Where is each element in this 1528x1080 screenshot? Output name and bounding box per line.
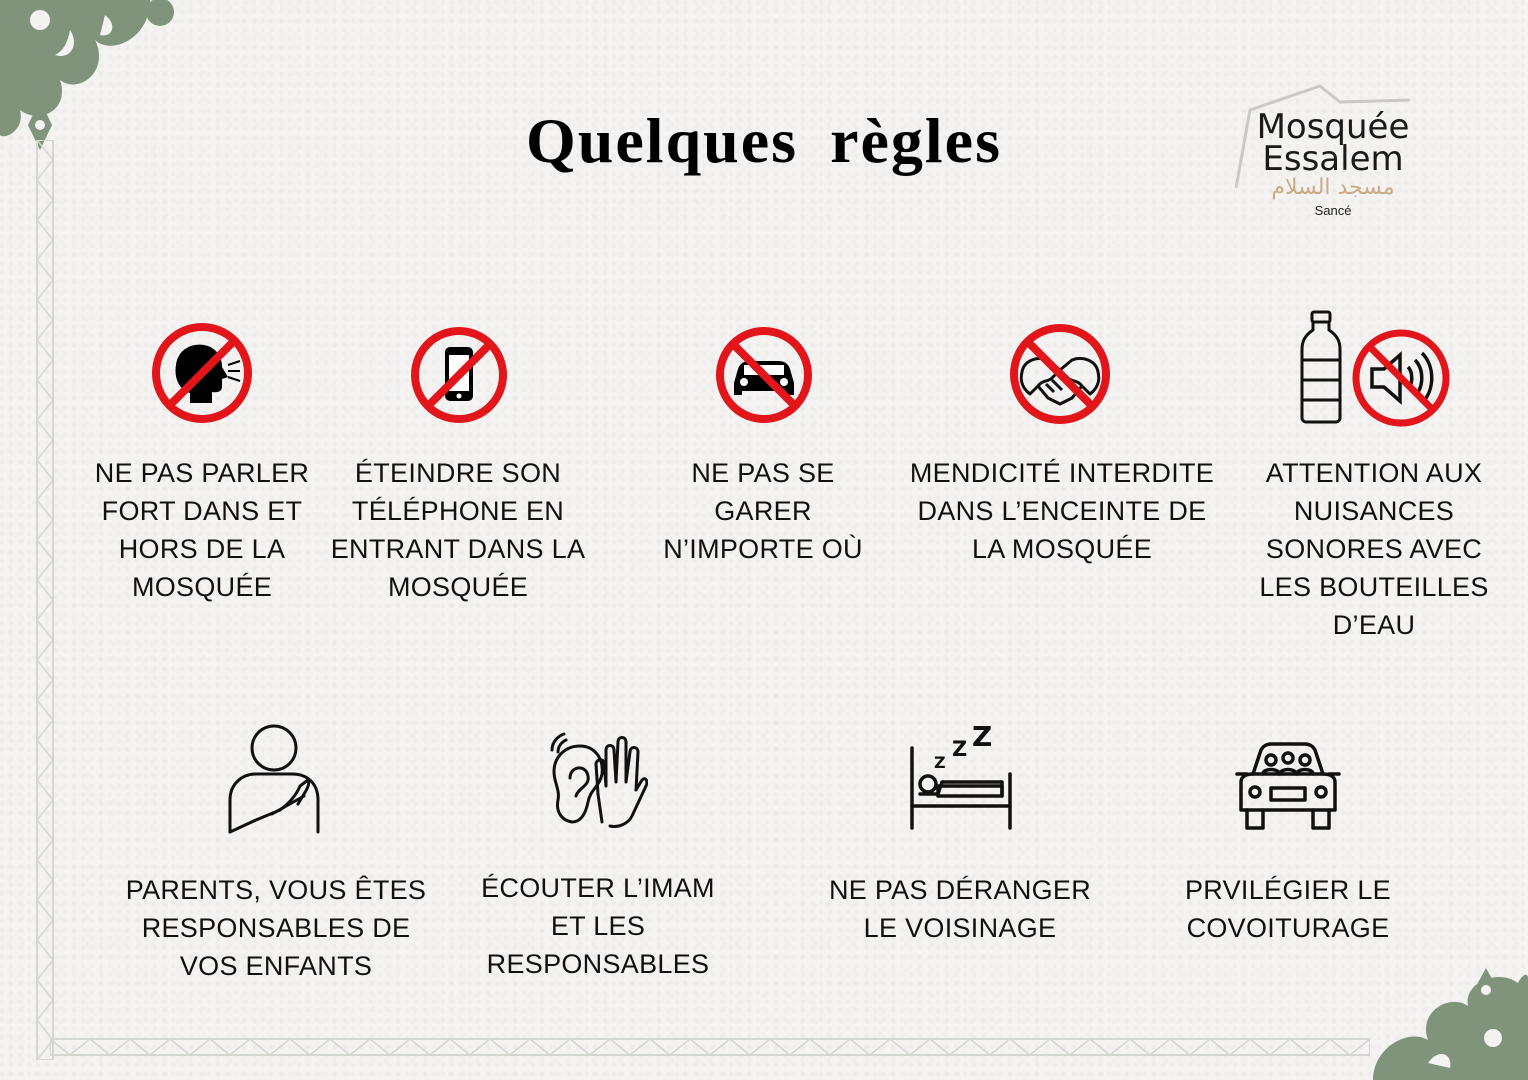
page-title: Quelques règles — [526, 105, 1002, 176]
no-speaking-loud-icon — [150, 321, 254, 425]
ear-listening-hand-icon — [550, 730, 648, 832]
rule-label-no-speaking: NE PAS PARLER FORT DANS ET HORS DE LA MOSQUÉE — [94, 458, 310, 602]
no-phone-icon — [409, 325, 509, 425]
svg-text:Z: Z — [972, 724, 993, 753]
rule-label-neighbours: NE PAS DÉRANGER LE VOISINAGE — [828, 875, 1092, 943]
parent-hand-on-heart-icon — [226, 724, 324, 836]
rule-label-listen-imam: ÉCOUTER L’IMAM ET LES RESPONSABLES — [481, 873, 715, 979]
logo-arabic: مسجد السلام — [1271, 175, 1395, 200]
chain-border-left — [34, 140, 56, 1060]
mosque-logo — [1228, 78, 1428, 228]
rule-label-carpool: PRVILÉGIER LE COVOITURAGE — [1185, 875, 1391, 943]
rule-label-water-bottles: ATTENTION AUX NUISANCES SONORES AVEC LES BOUTEILLES D’EAU — [1259, 458, 1489, 640]
chain-border-bottom — [50, 1036, 1370, 1058]
water-bottle-icon — [1296, 310, 1346, 424]
no-begging-hands-icon — [1008, 322, 1112, 426]
logo-location: Sancé — [1314, 203, 1352, 218]
logo-line2: Essalem — [1262, 139, 1404, 179]
ornament-bottom-right — [1368, 968, 1528, 1080]
carpool-car-icon — [1235, 742, 1341, 834]
rule-label-no-parking: NE PAS SE GARER N’IMPORTE OÙ — [663, 458, 863, 564]
no-noise-speaker-icon — [1350, 327, 1452, 429]
svg-text:Z: Z — [934, 753, 946, 772]
logo-line1: Mosquée — [1256, 107, 1410, 147]
rule-label-parents: PARENTS, VOUS ÊTES RESPONSABLES DE VOS ENFANTS — [125, 875, 427, 981]
rule-label-no-begging: MENDICITÉ INTERDITE DANS L’ENCEINTE DE LA MOSQUÉE — [909, 458, 1215, 564]
rule-label-no-phone: ÉTEINDRE SON TÉLÉPHONE EN ENTRANT DANS LA MOSQUÉE — [330, 458, 586, 602]
svg-text:Z: Z — [952, 737, 968, 761]
sleeping-bed-icon — [906, 724, 1016, 832]
no-parking-car-icon — [714, 325, 814, 425]
